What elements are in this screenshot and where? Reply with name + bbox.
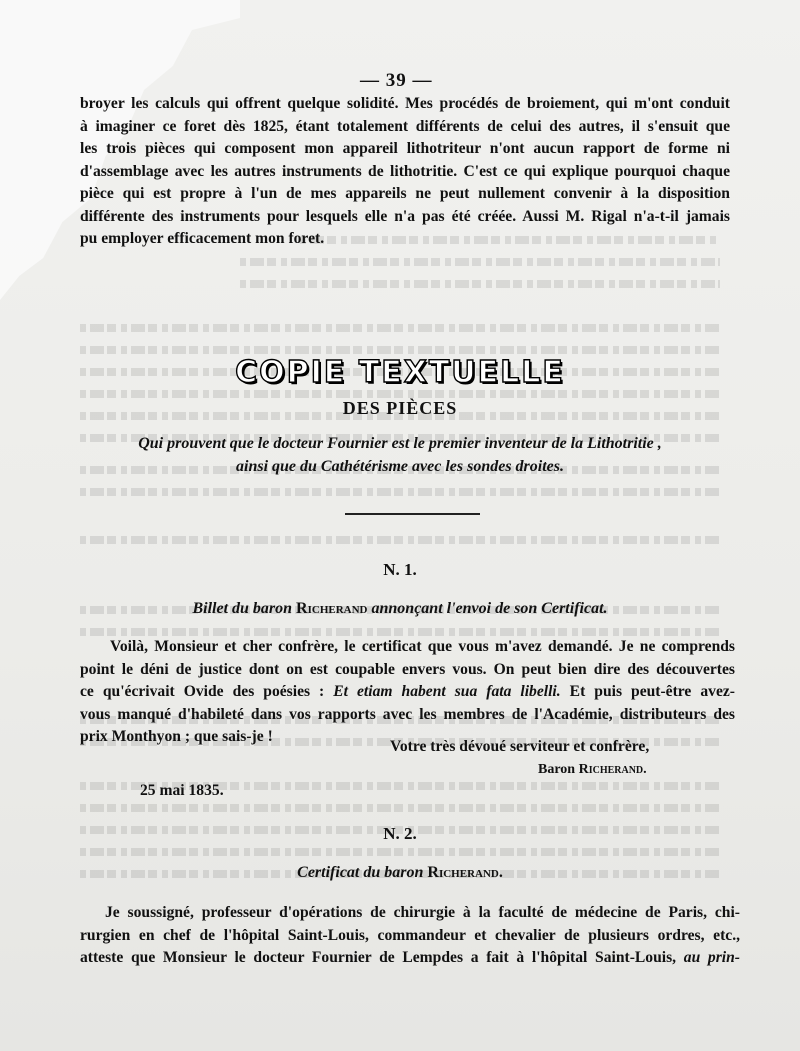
caption-text: Billet du baron (192, 600, 297, 617)
text-line: broyer les calculs qui offrent quelque solidité. Mes procédés de broiement, qui m'ont conduit (80, 95, 730, 112)
text-line: différente des instruments pour lesquels elle n'a pas été créée. Aussi M. Rigal n'a-t-il jamais (80, 207, 730, 225)
signature-prefix: Baron (538, 762, 579, 777)
text-line (80, 947, 740, 970)
text-line: Je soussigné, professeur d'opérations de chirurgie à la faculté de médecine de Paris, chi- (105, 904, 740, 921)
text-line: Voilà, Monsieur et cher confrère, le certificat que vous m'avez demandé. Je ne comprends (110, 638, 735, 655)
closing-line: Votre très dévoué serviteur et confrère, (390, 738, 650, 755)
caption-text: Certificat du baron (297, 864, 428, 881)
signature (538, 762, 647, 778)
piece-1-caption (0, 598, 800, 620)
caption-name: Richerand. (427, 864, 503, 881)
horizontal-rule (345, 513, 480, 515)
text-line: les trois pièces qui composent mon appareil lithotriteur n'ont aucun rapport de forme ni (80, 140, 730, 157)
text-line: à imaginer ce foret dès 1825, étant totalement différents de celui des autres, il s'ensuit que (80, 117, 730, 135)
text-line: prix Monthyon ; que sais-je ! (80, 728, 273, 745)
section-description-line: Qui prouvent que le docteur Fournier est le premier inventeur de la Lithotritie , (138, 435, 662, 452)
caption-name: Richerand (296, 600, 368, 617)
date: 25 mai 1835. (140, 782, 224, 799)
section-description-line: ainsi que du Cathétérisme avec les sondes droites. (236, 458, 564, 475)
piece-2-heading: N. 2. (383, 824, 417, 843)
piece-2-body (80, 902, 740, 970)
text-line: vous manqué d'habileté dans vos rapports avec les membres de l'Académie, distributeurs des (80, 705, 735, 723)
text-line (80, 681, 735, 704)
latin-quote: Et etiam habent sua fata libelli. (333, 683, 561, 700)
line-text: ce qu'écrivait Ovide des poésies : (80, 683, 334, 700)
line-text-italic: au prin- (683, 949, 740, 966)
page-number: — 39 — (360, 70, 433, 91)
section-subtitle: DES PIÈCES (342, 398, 458, 418)
line-text: Et puis peut-être avez- (560, 683, 735, 700)
piece-1-body (80, 636, 735, 749)
text-line: d'assemblage avec les autres instruments de lithotritie. C'est ce qui explique pourquoi chaque (80, 162, 730, 180)
text-line: rurgien en chef de l'hôpital Saint-Louis, commandeur et chevalier de plusieurs ordres, etc., (80, 926, 740, 944)
line-text: atteste que Monsieur le docteur Fournier de Lempdes a fait à l'hôpital Saint-Louis, (80, 949, 684, 966)
caption-text: annonçant l'envoi de son Certificat. (367, 600, 608, 617)
intro-paragraph (80, 93, 730, 251)
piece-1-heading: N. 1. (383, 560, 417, 579)
section-title: COPIE TEXTUELLE (235, 355, 565, 390)
signature-name: Richerand. (578, 762, 647, 777)
text-line: pièce qui est propre à l'un de mes appareils ne peut nullement convenir à la disposition (80, 185, 730, 202)
piece-2-caption (0, 862, 800, 884)
text-line: point le déni de justice dont on est coupable envers vous. On peut bien dire des découvertes (80, 660, 735, 678)
text-line: pu employer efficacement mon foret. (80, 230, 325, 247)
